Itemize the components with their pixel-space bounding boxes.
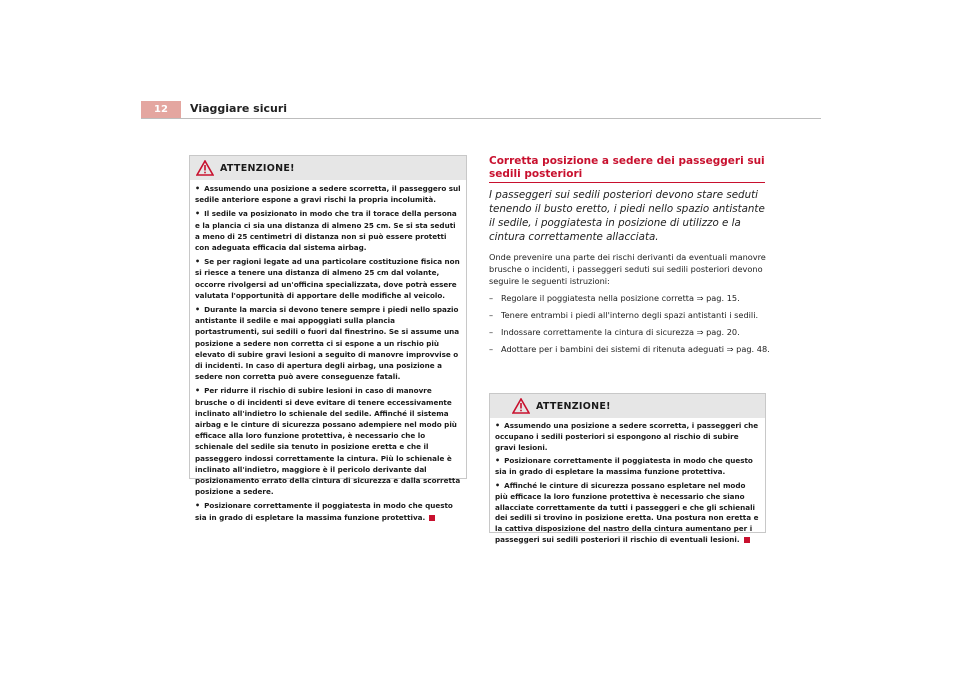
right-warning-body: [490, 418, 765, 546]
dash-marker: –: [489, 293, 494, 303]
bullet-icon: •: [495, 480, 501, 490]
warning-triangle-icon: [512, 398, 530, 414]
left-warning-body: [190, 180, 466, 523]
instruction-text: Regolare il poggiatesta nella posizione corretta ⇒ pag. 15.: [501, 293, 740, 303]
warning-item-text: Posizionare correttamente il poggiatesta in modo che questo sia in grado di espletare la massima funzione protettiva.: [195, 501, 453, 522]
instruction-step: [489, 326, 771, 338]
warning-item: [195, 304, 461, 382]
section-intro: I passeggeri sui sedili posteriori devono stare seduti tenendo il busto eretto, i piedi nello spazio antistante il sedile, i poggiatesta in posizione di utilizzo e la cintura correttamente allacciata.: [489, 189, 765, 243]
instruction-step: [489, 309, 771, 321]
warning-item: [195, 256, 461, 301]
right-warning-header: [490, 394, 765, 418]
warning-item: [195, 500, 461, 522]
warning-item: [195, 208, 461, 253]
warning-item-text: Se per ragioni legate ad una particolare costituzione fisica non si riesce a tenere una distanza di almeno 25 cm dal volante, occorre rivolgersi ad un'officina specializzata, dove potrà essere valutata l'opportunità di apportare delle modifiche al veicolo.: [195, 257, 460, 300]
section-title: Corretta posizione a sedere dei passeggeri sui sedili posteriori: [489, 155, 765, 180]
instruction-text: Adottare per i bambini dei sistemi di ritenuta adeguati ⇒ pag. 48.: [501, 344, 770, 354]
page-title: Viaggiare sicuri: [190, 102, 288, 115]
warning-item-text: Posizionare correttamente il poggiatesta in modo che questo sia in grado di espletare la massima funzione protettiva.: [495, 456, 753, 477]
warning-item: [495, 456, 760, 478]
warning-item: [495, 481, 760, 546]
header-divider: [141, 118, 821, 119]
dash-marker: –: [489, 310, 494, 320]
warning-item: [495, 421, 760, 453]
instruction-text: Tenere entrambi i piedi all'interno degli spazi antistanti i sedili.: [501, 310, 759, 320]
warning-item-text: Durante la marcia si devono tenere sempre i piedi nello spazio antistante il sedile e mai appoggiati sulla plancia portastrumenti, sui sedili o fuori dal finestrino. Se si assume una posizione a sedere non corretta ci si espone a un rischio più elevato di subire gravi lesioni a seguito di manovre improvvise o di incidenti. In caso di apertura degli airbag, una posizione a sedere non corretta può avere conseguenze fatali.: [195, 305, 460, 382]
bullet-icon: •: [195, 501, 201, 511]
dash-marker: –: [489, 327, 494, 337]
section-body: [489, 251, 771, 355]
bullet-icon: •: [195, 209, 201, 219]
left-warning-box: [189, 155, 467, 522]
warning-item-text: Il sedile va posizionato in modo che tra il torace della persona e la plancia ci sia una distanza di almeno 25 cm. Se si sta seduti a meno di 25 centimetri di distanza non si può essere protetti con adeguata efficacia dal sistema airbag.: [195, 209, 457, 253]
end-square-icon: [429, 515, 435, 521]
warning-item: [195, 385, 461, 497]
warning-item-text: Assumendo una posizione a sedere scorretta, i passeggeri che occupano i sedili posteriori si espongono al rischio di subire gravi lesioni.: [495, 421, 759, 452]
dash-marker: –: [489, 344, 494, 354]
bullet-icon: •: [195, 257, 201, 267]
warning-item-text: Per ridurre il rischio di subire lesioni in caso di manovre brusche o di incidenti si deve evitare di tenere eccessivamente inclinato all'indietro lo schienale del sedile. Affinché il sistema airbag e le cinture di sicurezza possano adempiere nel modo più efficace alla loro funzione protettiva, è necessario che lo schienale del sedile sia tenuto in posizione eretta e che il passeggero indossi correttamente la cintura. Più lo schienale è inclinato all'indietro, maggiore è il pericolo derivante dal posizionamento errato della cintura di sicurezza e dalla scorretta posizione a sedere.: [195, 386, 461, 497]
section-paragraph: Onde prevenire una parte dei rischi derivanti da eventuali manovre brusche o incidenti, i passeggeri seduti sui sedili posteriori devono seguire le seguenti istruzioni:: [489, 252, 766, 286]
bullet-icon: •: [195, 386, 201, 396]
bullet-icon: •: [195, 305, 201, 315]
instruction-step: [489, 343, 771, 355]
instruction-text: Indossare correttamente la cintura di sicurezza ⇒ pag. 20.: [501, 327, 740, 337]
bullet-icon: •: [495, 456, 501, 466]
instruction-step: [489, 292, 771, 304]
warning-triangle-icon: [196, 160, 214, 176]
bullet-icon: •: [195, 184, 201, 193]
right-warning-box: [489, 393, 766, 544]
warning-item-text: Assumendo una posizione a sedere scorretta, il passeggero sul sedile anteriore espone a gravi rischi la propria incolumità.: [195, 184, 461, 205]
end-square-icon: [744, 537, 750, 543]
page-number: 12: [141, 101, 181, 118]
left-warning-heading: ATTENZIONE!: [220, 162, 295, 174]
section-divider: [489, 182, 765, 183]
left-warning-header: [190, 156, 466, 180]
warning-item: [195, 183, 461, 205]
bullet-icon: •: [495, 421, 501, 430]
warning-item-text: Affinché le cinture di sicurezza possano espletare nel modo più efficace la loro funzione protettiva è necessario che siano allacciate correttamente da tutti i passeggeri e che gli schienali dei sedili si trovino in posizione eretta. Una postura non eretta e la cattiva disposizione del nastro della cintura aumentano per i passeggeri sui sedili posteriori il rischio di eventuali lesioni.: [495, 480, 759, 544]
right-warning-heading: ATTENZIONE!: [536, 400, 611, 412]
